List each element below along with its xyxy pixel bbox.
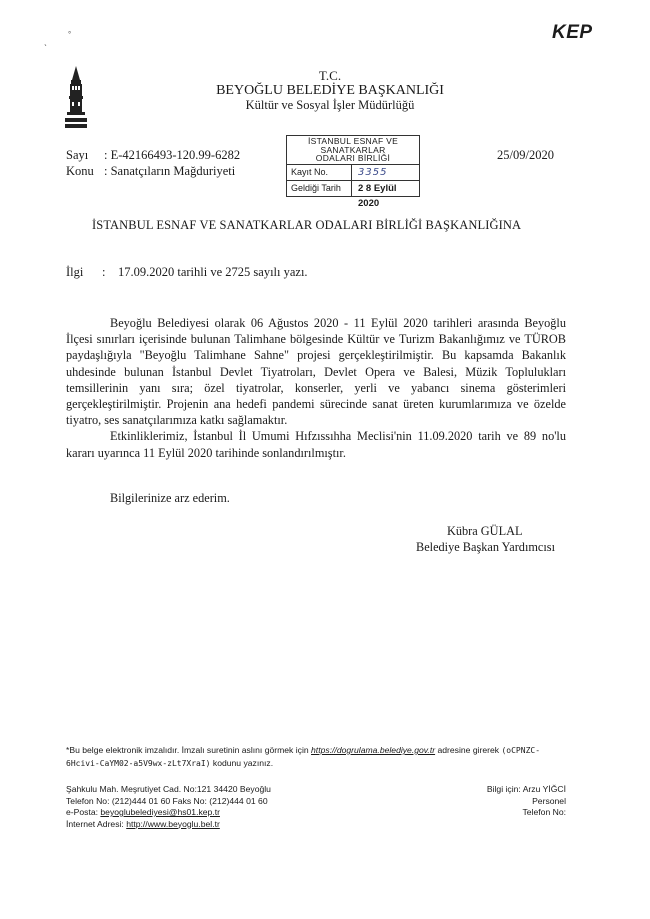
- stamp-kayit-row: [287, 165, 419, 181]
- sayi-value: : E-42166493-120.99-6282: [104, 148, 241, 162]
- stamp-org-line: İSTANBUL ESNAF VE: [307, 136, 399, 146]
- stamp-gelis-label: Geldiği Tarih: [287, 181, 352, 196]
- footer-info-role: Personel: [532, 795, 566, 806]
- e-sign-note: [66, 744, 566, 770]
- body-paragraph-2: Etkinliklerimiz, İstanbul İl Umumi Hıfzıssıhha Meclisi'nin 11.09.2020 tarih ve 89 no'lu kararı uyarınca 11 Eylül 2020 tarihinde sonlandırılmıştır.: [66, 429, 566, 460]
- header-municipality: BEYOĞLU BELEDİYE BAŞKANLIĞI: [216, 83, 444, 98]
- ilgi-text: 17.09.2020 tarihli ve 2725 sayılı yazı.: [118, 265, 308, 279]
- document-date: 25/09/2020: [497, 148, 554, 162]
- note-suffix: kodunu yazınız.: [212, 758, 274, 768]
- konu-line: [66, 164, 235, 179]
- stamp-org: [287, 136, 419, 165]
- konu-value: : Sanatçıların Mağduriyeti: [104, 164, 236, 178]
- signer-name: Kübra GÜLAL: [447, 524, 523, 538]
- body-paragraph-1: Beyoğlu Belediyesi olarak 06 Ağustos 2020 - 11 Eylül 2020 tarihleri arasında Beyoğlu İlçesi sınırları içerisinde bulunan Talimhane bölgesinde Kültür ve Turizm Bakanlığımız ve TÜROB paydaşlığıyla "Beyoğlu Talimhane Sahne" projesi gerçekleştirilmiştir. Bu kapsamda Bakanlık uhdesinde bulunan İstanbul Devlet Tiyatroları, Devlet Opera ve Balesi, Müzik Toplulukları temsillerinin yanı sıra; özel tiyatrolar, konserler, yerli ve yabancı sinema gösterimleri gerçekleştirilmiştir. Projenin ana hedefi pandemi sürecinde sanat üreten kurumlarımıza ve özelde tiyatro, ses sanatçılarımıza katkı sağlamaktır.: [66, 316, 566, 428]
- note-prefix: *Bu belge elektronik imzalıdır. İmzalı suretinin aslını görmek için: [66, 745, 309, 755]
- stamp-gelis-row: [287, 181, 419, 209]
- stamp-org-line: ODALARI BİRLİĞİ: [315, 153, 391, 163]
- footer-address: Şahkulu Mah. Meşrutiyet Cad. No:121 34420 Beyoğlu: [66, 784, 271, 794]
- sayi-line: [66, 148, 240, 163]
- stamp-gelis-value: 2 8 Eylül 2020: [358, 183, 397, 209]
- footer-web-label: İnternet Adresi:: [66, 818, 124, 829]
- konu-label: Konu: [66, 164, 94, 178]
- note-mid: adresine girerek: [437, 745, 500, 755]
- closing: Bilgilerinize arz ederim.: [110, 491, 230, 505]
- footer-info-person: Bilgi için: Arzu YİĞCİ: [486, 784, 566, 794]
- kep-logo: KEP: [552, 22, 593, 43]
- sayi-label: Sayı: [66, 148, 89, 162]
- ilgi-sep: :: [102, 265, 106, 279]
- footer-phone: Telefon No: (212)444 01 60 Faks No: (212)444 01 60: [66, 795, 268, 806]
- stamp-kayit-label: Kayıt No.: [287, 165, 352, 180]
- footer-email-label: e-Posta:: [66, 807, 99, 817]
- scan-mark: °: [68, 30, 72, 39]
- ilgi-line: [66, 265, 308, 280]
- addressee: İSTANBUL ESNAF VE SANATKARLAR ODALARI BİRLİĞİ BAŞKANLIĞINA: [92, 218, 522, 232]
- footer-email-line: [66, 807, 271, 819]
- verification-link[interactable]: https://dogrulama.belediye.gov.tr: [311, 745, 436, 755]
- scan-mark: ˎ: [44, 36, 48, 47]
- footer-info-phone: Telefon No:: [522, 807, 566, 817]
- signer-title: Belediye Başkan Yardımcısı: [416, 540, 556, 554]
- verification-code: (oCPNZC-6Hcivi-CaYM02-a5V9wx-zLt7XraI): [66, 746, 541, 768]
- header-department: Kültür ve Sosyal İşler Müdürlüğü: [245, 98, 415, 112]
- header-tc: T.C.: [318, 68, 342, 83]
- letter-body: [66, 315, 566, 461]
- footer-email[interactable]: beyoglubelediyesi@hs01.kep.tr: [100, 807, 220, 817]
- ilgi-label: İlgi: [66, 265, 84, 279]
- receipt-stamp: [286, 135, 420, 209]
- beyoglu-logo-icon: [63, 66, 89, 130]
- footer-web[interactable]: http://www.beyoglu.bel.tr: [126, 818, 220, 829]
- footer-contact: [66, 784, 271, 830]
- footer-web-line: [66, 819, 271, 831]
- stamp-kayit-value: 3355: [358, 167, 388, 178]
- footer-info: [440, 784, 566, 819]
- stamp-org-line: SANATKARLAR: [320, 144, 386, 155]
